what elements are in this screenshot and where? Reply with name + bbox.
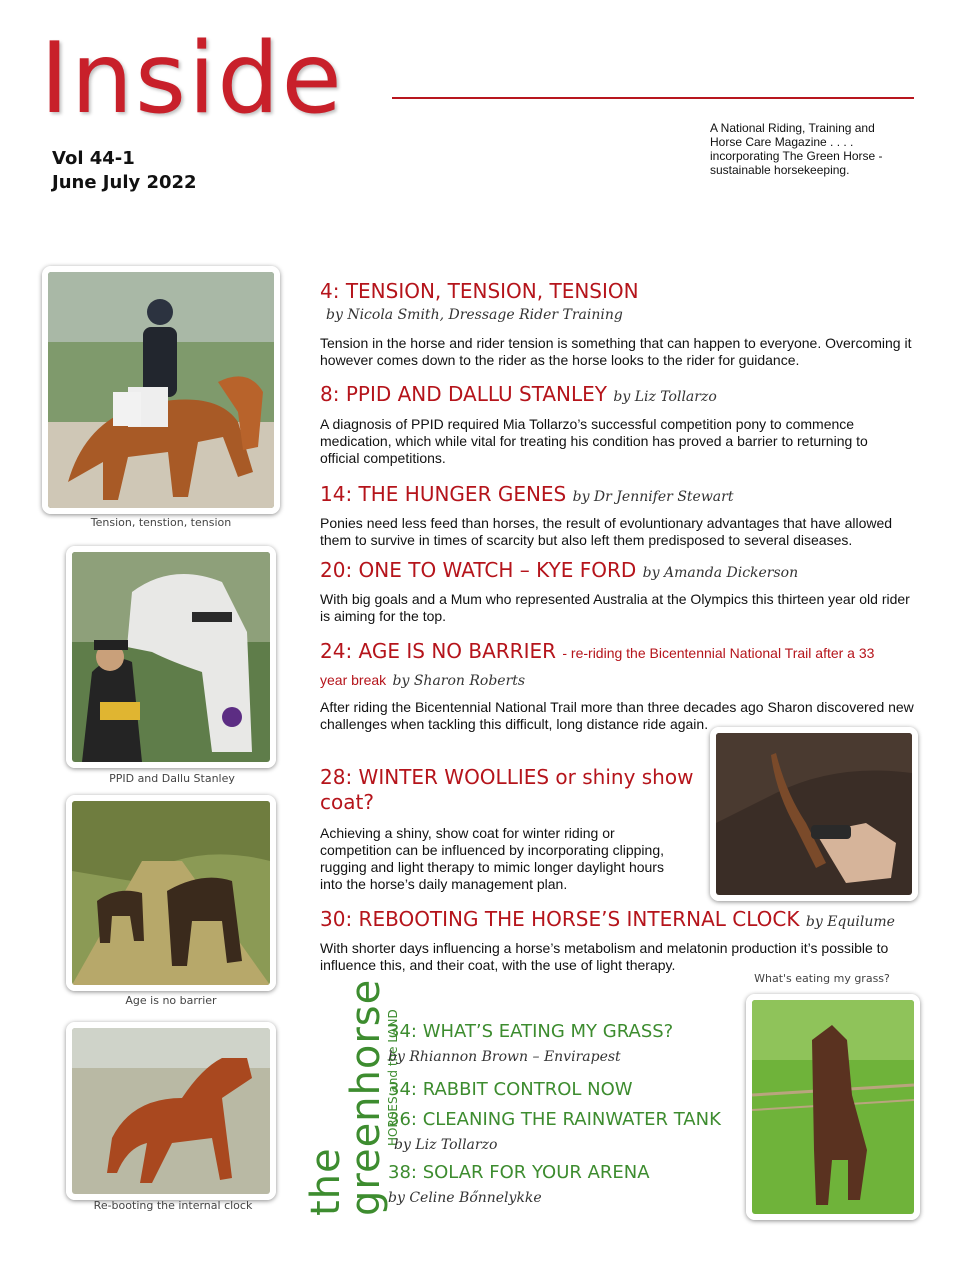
volume-label: Vol 44-1 [52,148,135,169]
article-heading[interactable] [320,558,920,586]
photo-caption: Tension, tenstion, tension [90,516,232,529]
article-heading[interactable] [320,482,920,510]
photo-caption: PPID and Dallu Stanley [109,772,235,785]
girl-kissing-pony-photo [66,546,276,768]
article-title[interactable]: 28: WINTER WOOLLIES or shiny show coat? [320,765,694,814]
greenhorse-item-title[interactable]: 34: WHAT’S EATING MY GRASS? [388,1021,674,1042]
horse-in-paddock-photo [746,994,920,1220]
greenhorse-item-byline: by Rhiannon Brown – Envirapest [388,1049,621,1065]
article-title[interactable]: 4: TENSION, TENSION, TENSION [320,279,639,303]
article-heading[interactable] [320,639,900,694]
photo-caption: Re-booting the internal clock [93,1199,253,1212]
greenhorse-item-byline: by Celine Bőnnelykke [388,1190,542,1206]
article-summary-line1 [320,699,920,733]
article-summary: After riding the Bicentennial National Trail more than three decades ago Sharon discovered new challenges when tackling this difficult, long distance ride again. [320,699,914,732]
article-heading[interactable] [320,382,920,410]
article-byline: by Amanda Dickerson [642,565,799,581]
article-title[interactable]: 24: AGE IS NO BARRIER [320,639,557,663]
article-byline: by Dr Jennifer Stewart [572,489,734,505]
photo-caption: What's eating my grass? [754,972,890,985]
greenhorse-logo [303,966,400,1216]
magazine-tagline: A National Riding, Training and Horse Care Magazine . . . . incorporating The Green Horse -sustainable horsekeeping. [710,121,883,177]
article-summary: Achieving a shiny, show coat for winter riding or competition can be influenced by incorporating clipping, rugging and light therapy to mimic longer daylight hours into the horse’s daily management plan. [320,825,664,892]
greenhorse-logo-tagline: HORSES and the LAND [386,1009,400,1146]
article-title[interactable]: 30: REBOOTING THE HORSE’S INTERNAL CLOCK [320,907,800,931]
article-byline: by Equilume [805,914,895,930]
article-summary: A diagnosis of PPID required Mia Tollarzo’s successful competition pony to commence medication, which while vital for treating his condition has proved a barrier to returning to official competitions. [320,416,868,466]
article-byline: by Liz Tollarzo [613,389,717,405]
article-summary: Tension in the horse and rider tension is something that can happen to everyone. Overcoming it however comes down to the rider as the horse looks to the rider for guidance. [320,335,912,368]
article-byline: by Nicola Smith, Dressage Rider Training [326,307,623,323]
photo-caption: Age is no barrier [125,994,217,1007]
article-heading[interactable] [320,907,920,935]
greenhorse-item-title[interactable]: 36: CLEANING THE RAINWATER TANK [388,1109,721,1130]
article-title[interactable]: 8: PPID AND DALLU STANLEY [320,382,608,406]
horse-clipping-photo [710,727,918,901]
greenhorse-item-title[interactable]: 38: SOLAR FOR YOUR ARENA [388,1162,650,1183]
article-summary: With shorter days influencing a horse’s metabolism and melatonin production it’s possible to influence this, and their coat, with the use of light therapy. [320,940,889,973]
masthead-rule [392,97,914,99]
article-summary: With big goals and a Mum who represented Australia at the Olympics this thirteen year old rider is aiming for the top. [320,591,910,624]
issue-date: June July 2022 [52,172,197,193]
greenhorse-item-title[interactable]: 34: RABBIT CONTROL NOW [388,1079,633,1100]
chestnut-horse-photo [66,1022,276,1200]
article-summary: Ponies need less feed than horses, the result of evoluntionary advantages that have allowed them to survive in times of scarcity but also left them predisposed to several diseases. [320,515,893,548]
article-byline: by Sharon Roberts [392,673,526,689]
greenhorse-logo-word: the greenhorse [303,978,389,1216]
greenhorse-item-byline: by Liz Tollarzo [394,1137,498,1153]
trail-horses-photo [66,795,276,991]
masthead-title: Inside [40,22,344,136]
article-title[interactable]: 14: THE HUNGER GENES [320,482,567,506]
dressage-rider-photo [42,266,280,514]
article-title[interactable]: 20: ONE TO WATCH – KYE FORD [320,558,637,582]
article-subtitle: - re-riding the Bicentennial National Trail after a 33 year break [320,645,875,688]
